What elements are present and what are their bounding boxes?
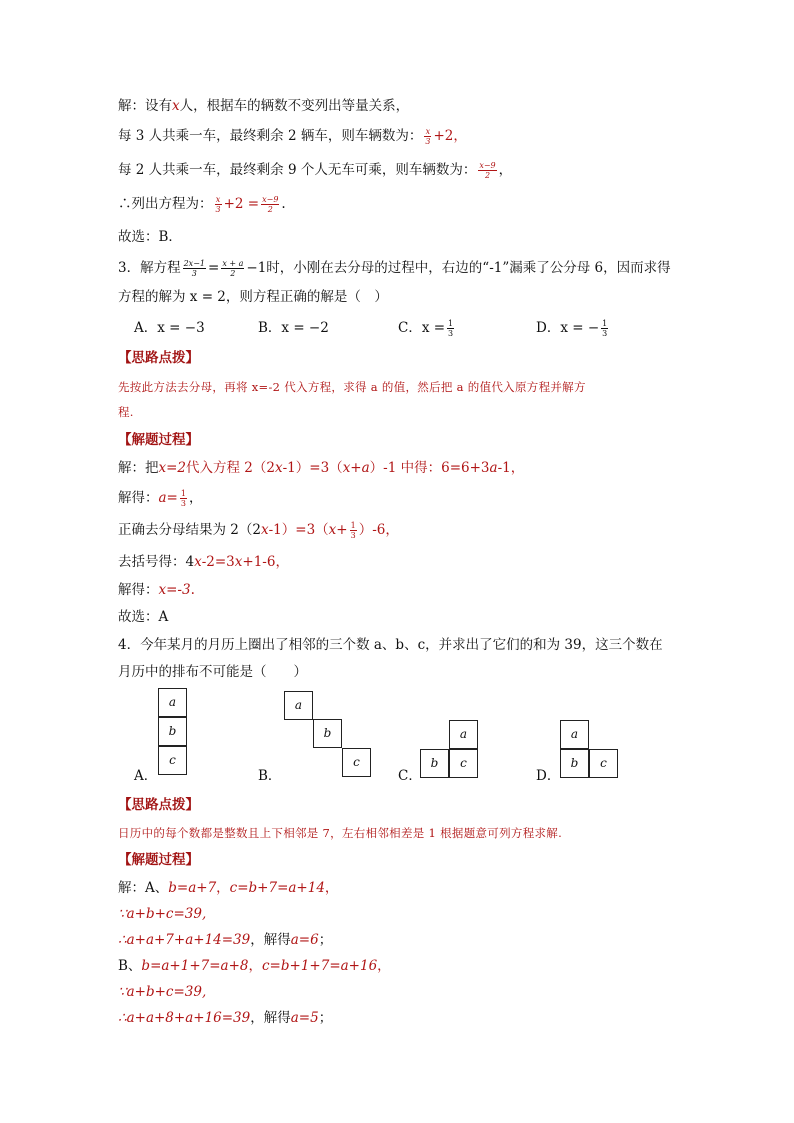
calendar-cell-a: a	[158, 688, 187, 717]
fraction: $\frac{1}{3}$	[448, 319, 454, 338]
solution-line-2: 每 3 人共乘一车，最终剩余 2 辆车，则车辆数为： $\frac{x}{3}$ +2，	[118, 127, 467, 146]
diagram-label: D．	[536, 768, 561, 784]
calendar-cell-a: a	[560, 720, 589, 749]
option-d[interactable]: D．x = − $\frac{1}{3}$	[536, 319, 608, 338]
question-3-line-1: 3．解方程 $\frac{2x-1}{3}$ = $\frac{x + a}{2}$ −1时，小刚在去分母的过程中，右边的“-1”漏乘了公分母 6，因而求得	[118, 259, 671, 278]
hint-text-2: 日历中的每个数都是整数且上下相邻是 7，左右相邻相差是 1 根据题意可列方程求解.	[118, 826, 563, 840]
fraction: $\frac{1}{3}$	[350, 521, 356, 540]
option-c[interactable]: C．x = $\frac{1}{3}$	[398, 319, 454, 338]
solution-step-1: 解：把x=2代入方程 2（2x-1）=3（x+a）-1 中得：6=6+3a-1，	[118, 460, 525, 476]
solution-step-2: 解得：a= $\frac{1}{3}$ ，	[118, 489, 203, 508]
diagram-label: A．	[134, 768, 158, 784]
solution-intro: 解：设有x人，根据车的辆数不变列出等量关系，	[118, 98, 410, 114]
calendar-cell-b: b	[560, 749, 589, 778]
calendar-cell-c: c	[158, 746, 187, 775]
calendar-cell-c: c	[342, 748, 371, 777]
calendar-cell-a: a	[284, 691, 313, 720]
fraction: $\frac{x}{3}$	[215, 195, 221, 214]
fraction: $\frac{1}{3}$	[602, 319, 608, 338]
solution-4-step-4: B、b=a+1+7=a+8，c=b+1+7=a+16，	[118, 958, 391, 974]
fraction: $\frac{x + a}{2}$	[222, 259, 244, 278]
section-heading-solution: 【解题过程】	[118, 432, 199, 448]
solution-4-step-6: ∴a+a+8+a+16=39，解得a=5；	[118, 1010, 333, 1026]
solution-4-step-3: ∴a+a+7+a+14=39，解得a=6；	[118, 932, 333, 948]
calendar-cell-c: c	[449, 749, 478, 778]
fraction: $\frac{2x-1}{3}$	[183, 259, 205, 278]
diagram-label: C．	[398, 768, 422, 784]
solution-step-5: 解得：x=-3.	[118, 582, 195, 598]
fraction: $\frac{x-9}{2}$	[479, 161, 496, 180]
solution-line-3: 每 2 人共乘一车，最终剩余 9 个人无车可乘，则车辆数为： $\frac{x-9}{2}$ ，	[118, 161, 513, 180]
section-heading-hint-2: 【思路点拨】	[118, 797, 199, 813]
question-3-line-2: 方程的解为 x = 2，则方程正确的解是（ ）	[118, 289, 388, 305]
solution-4-step-2: ∵a+b+c=39,	[118, 906, 207, 922]
section-heading-solution-2: 【解题过程】	[118, 852, 199, 868]
solution-4-step-1: 解：A、b=a+7，c=b+7=a+14，	[118, 880, 339, 896]
diagram-label: B．	[258, 768, 282, 784]
hint-text-line-1: 先按此方法去分母，再将 x=-2 代入方程，求得 a 的值，然后把 a 的值代入原方程并解方	[118, 380, 586, 394]
question-4-line-1: 4．今年某月的月历上圈出了相邻的三个数 a、b、c，并求出了它们的和为 39，这三个数在	[118, 637, 663, 653]
fraction: $\frac{1}{3}$	[180, 489, 186, 508]
solution-step-4: 去括号得：4x-2=3x+1-6，	[118, 554, 289, 570]
calendar-cell-a: a	[449, 720, 478, 749]
answer-line: 故选：B．	[118, 229, 182, 245]
option-a[interactable]: A．x = −3	[134, 320, 205, 336]
fraction: $\frac{x-9}{2}$	[262, 195, 279, 214]
option-b[interactable]: B．x = −2	[258, 320, 329, 336]
answer-line-3: 故选：A	[118, 609, 169, 625]
hint-text-line-2: 程.	[118, 405, 134, 419]
solution-4-step-5: ∵a+b+c=39,	[118, 984, 207, 1000]
calendar-cell-b: b	[420, 749, 449, 778]
question-4-line-2: 月历中的排布不可能是（ ）	[118, 664, 307, 680]
calendar-cell-c: c	[589, 749, 618, 778]
calendar-cell-b: b	[158, 717, 187, 746]
solution-step-3: 正确去分母结果为 2（2x-1）=3（x+ $\frac{1}{3}$ ）-6，	[118, 521, 399, 540]
solution-equation: ∴列出方程为： $\frac{x}{3}$ +2 = $\frac{x-9}{2}$ .	[118, 195, 286, 214]
calendar-cell-b: b	[313, 719, 342, 748]
fraction: $\frac{x}{3}$	[425, 127, 431, 146]
section-heading-hint: 【思路点拨】	[118, 350, 199, 366]
